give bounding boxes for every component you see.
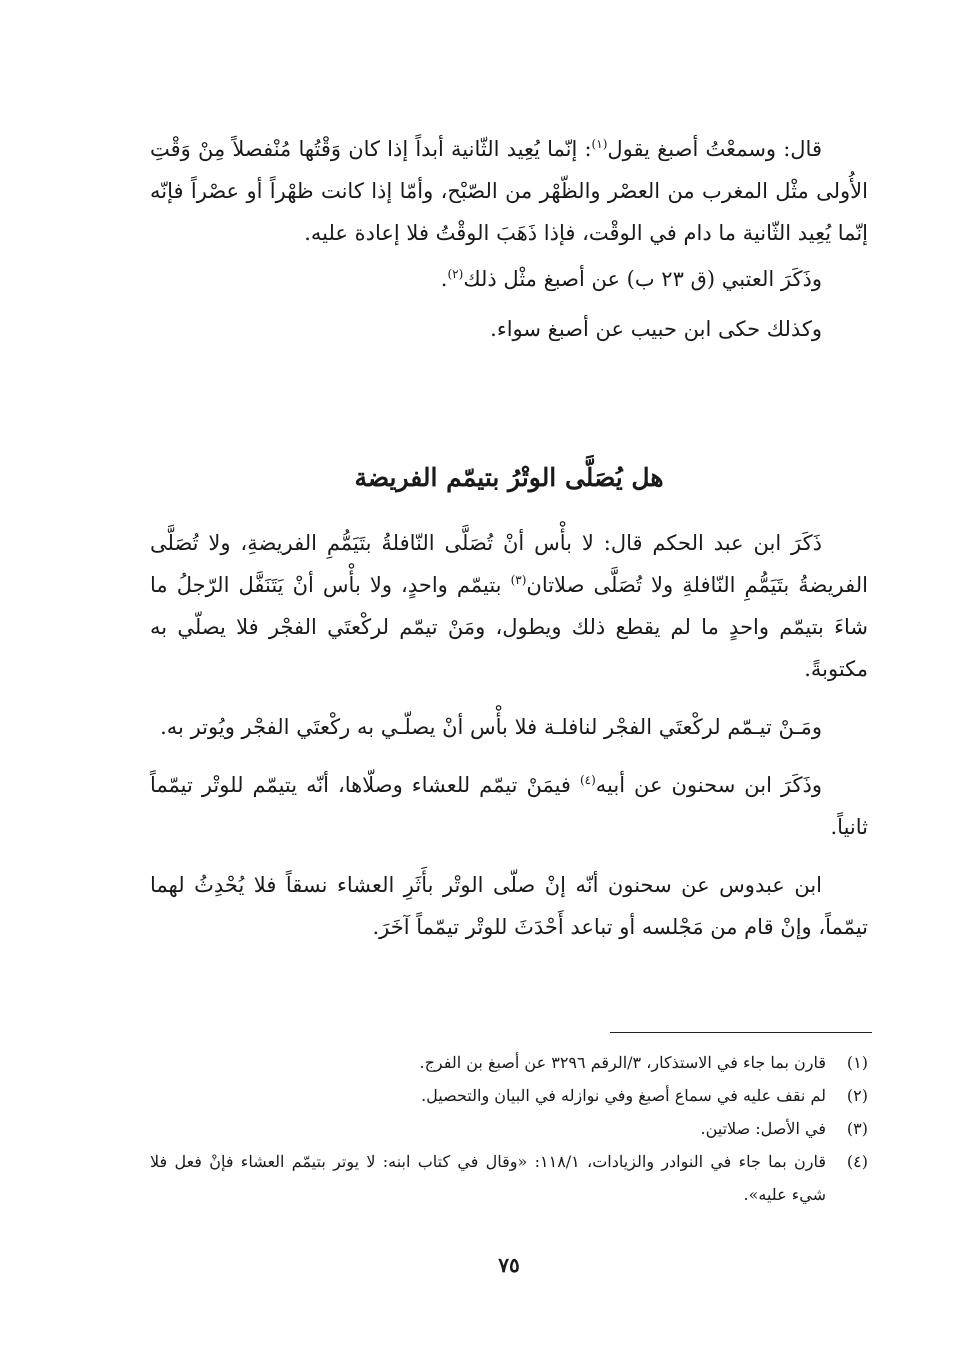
footnote-text: لم نقف عليه في سماع أصبغ وفي نوازله في البيان والتحصيل. [421,1086,826,1105]
footnote-4 [150,1145,868,1211]
paragraph-utbi: وذَكَرَ العتبي (ق ٢٣ ب) عن أصبغ مثْل ذلك$^{(٢)}$. [440,267,822,291]
paragraph-ibn-habib: وكذلك حكى ابن حبيب عن أصبغ سواء. [490,317,822,341]
section-heading: هل يُصَلَّى الوتْرُ بتيمّم الفريضة [354,463,664,492]
footnote-number: (١) [846,1053,868,1072]
opening-section [150,128,868,350]
footnote-text: قارن بما جاء في الاستذكار، ٣/الرقم ٣٢٩٦ عن أصبغ بن الفرج. [419,1053,826,1072]
footnote-separator [610,1032,872,1033]
footnote-ref-4[interactable]: (٤) [579,773,596,787]
footnote-ref-3[interactable]: (٣) [510,573,527,587]
footnote-3 [150,1112,868,1145]
footnote-text: في الأصل: صلاتين. [700,1119,826,1138]
paragraph-ibn-abdus: ابن عبدوس عن سحنون أنّه إنْ صلّى الوتْر بأَثَرِ العشاء نسقاً فلا يُحْدِثُ لهما تيمّماً، وإنْ قام من مَجْلسه أو تباعد أَحْدَثَ للوتْر تيمّماً آخَرَ. [150,873,868,939]
footnote-number: (٤) [846,1152,868,1171]
paragraph-asbagh-saying: قال: وسمعْتُ أصبغ يقول$^{(١)}$: إنّما يُعِيد الثّانية أبداً إذا كان وَقْتُها مُنْفصلاً مِنْ وَقْتِ الأُولى مثْل المغرب من العصْر والظّهْر من الصّبْح، وأمّا إذا كانت ظهْراً أو عصْراً فإنّه إنّما يُعِيد الثّانية ما دام في الوقْت، فإذا ذَهَبَ الوقْتُ فلا إعادة عليه. [150,137,868,245]
footnote-number: (٢) [846,1086,868,1105]
footnote-ref-2[interactable]: (٢) [447,267,464,281]
footnote-2 [150,1079,868,1112]
main-section [150,522,868,948]
footnote-text: قارن بما جاء في النوادر والزيادات، ١١٨/١: «وقال في كتاب ابنه: لا يوتر بتيمّم العشاء فإنْ فعل فلا شيء عليه». [150,1152,827,1204]
paragraph-ibn-abd-al-hakam: ذَكَرَ ابن عبد الحكم قال: لا بأْس أنْ تُصَلَّى النّافلةُ بتَيَمُّمِ الفريضةِ، ولا تُصَلَّى الفريضةُ بتَيَمُّمِ النّافلةِ ولا تُصَلَّى صلاتان$^{(٣)}$ بتيمّم واحدٍ، ولا بأْس أنْ يَتَنَفَّل الرّجلُ ما شاءَ بتيمّم واحدٍ ما لم يقطع ذلك ويطول، ومَنْ تيمّم لركْعتَي الفجْر فلا يصلّي به مكتوبةً. [150,531,868,681]
footnote-ref-1[interactable]: (١) [591,137,608,151]
footnotes [150,1046,868,1211]
page-number: ٧٥ [498,1253,520,1277]
footnote-number: (٣) [846,1119,868,1138]
paragraph-fajr-rakats: ومَـنْ تيـمّم لركْعتَي الفجْر لنافلـة فلا بأْس أنْ يصلّـي به ركْعتَي الفجْر ويُوتر به. [160,715,822,739]
footnote-1 [150,1046,868,1079]
paragraph-ibn-sahnun: وذَكَرَ ابن سحنون عن أبيه$^{(٤)}$ فيمَنْ تيمّم للعشاء وصلّاها، أنّه يتيمّم للوتْر تيمّماً ثانياً. [150,773,868,839]
